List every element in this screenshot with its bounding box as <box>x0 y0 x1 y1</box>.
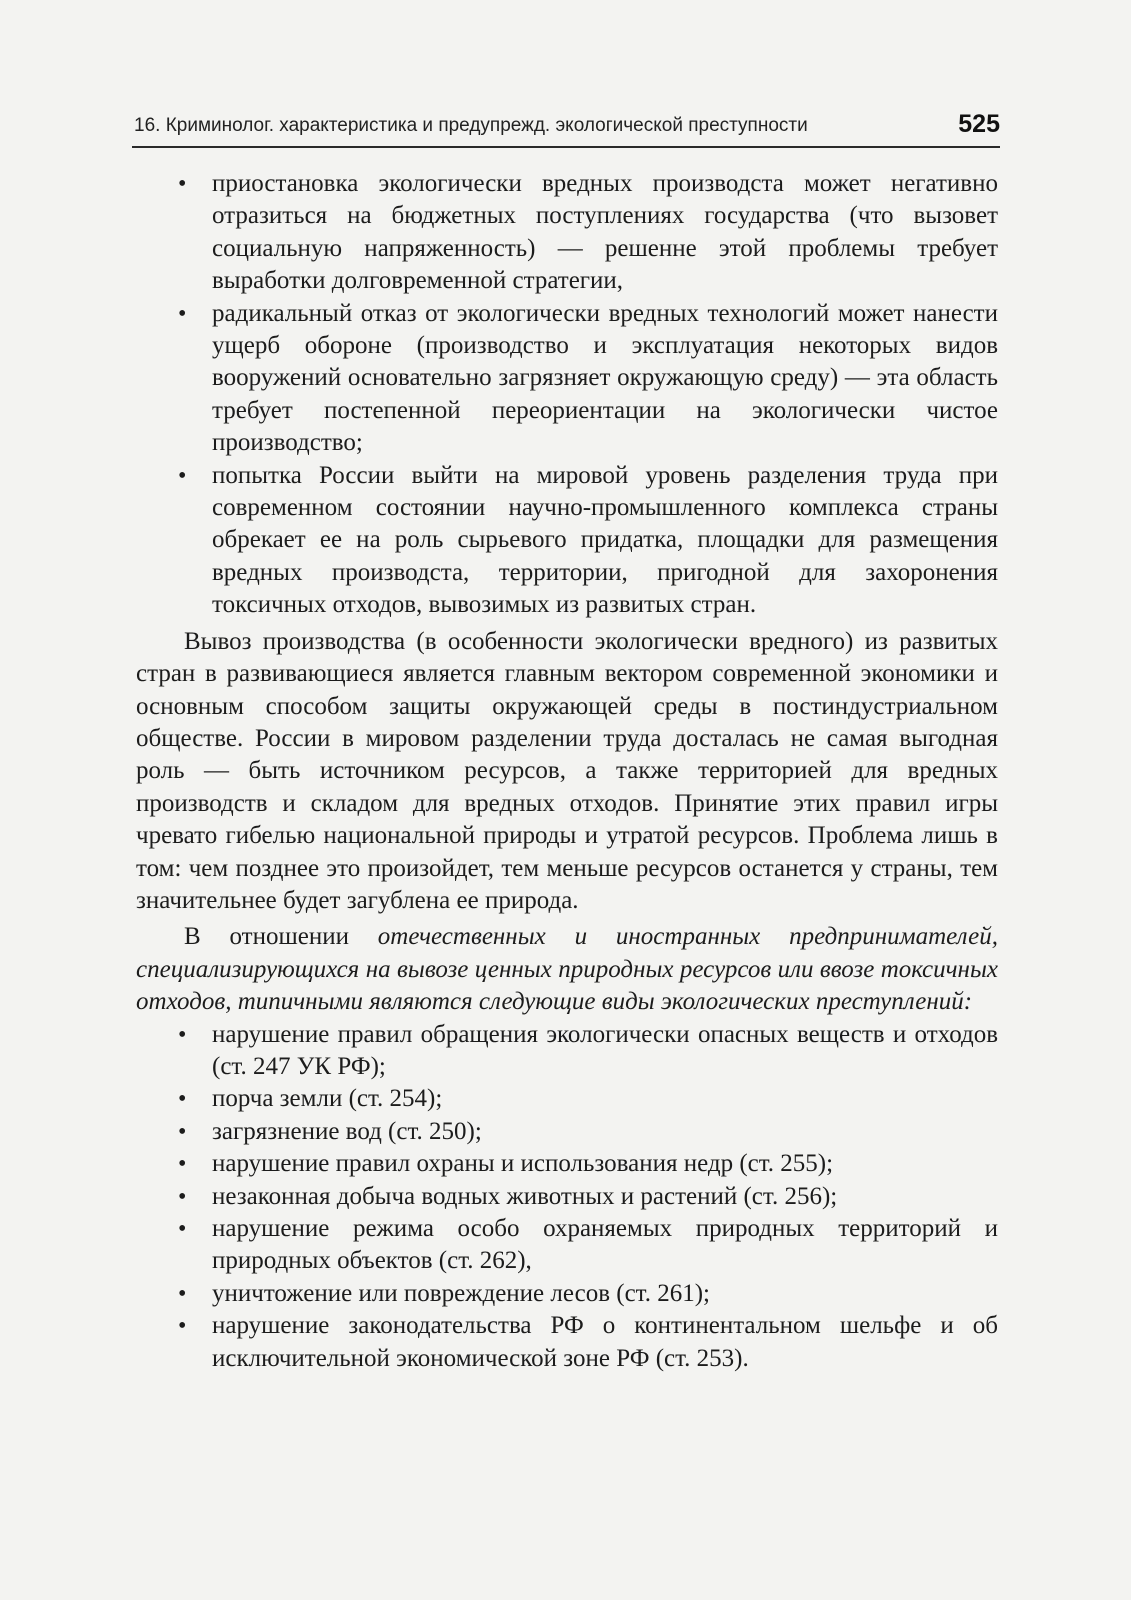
bullet-list-crimes <box>136 1019 998 1375</box>
list-item: • приостановка экологически вредных производста может негативно отразиться на бюджетных поступлениях государства (что вызовет социальную напряженность) — решенне этой проблемы требует выработки долговременной стратегии, <box>136 168 998 298</box>
list-item: • нарушение правил обращения экологически опасных веществ и отходов (ст. 247 УК РФ); <box>136 1019 998 1084</box>
list-item: • незаконная добыча водных животных и растений (ст. 256); <box>136 1181 998 1213</box>
running-title: 16. Криминолог. характеристика и предупрежд. экологической преступности <box>134 115 808 136</box>
paragraph-italic-text: отечественных и иностранных предпринимателей, специализирующихся на вывозе ценных природных ресурсов или ввозе токсичных отходов, типичными являются следующие виды экологических преступлений: <box>136 923 998 1016</box>
list-item: • радикальный отказ от экологически вредных технологий может нанести ущерб обороне (производство и эксплуатация некоторых видов вооружений основательно загрязняет окружающую среду) — эта область требует постепенной переориентации на экологически чистое производство; <box>136 298 998 460</box>
list-item: • уничтожение или повреждение лесов (ст. 261); <box>136 1278 998 1310</box>
list-item: • порча земли (ст. 254); <box>136 1083 998 1115</box>
bullet-list-consequences <box>136 168 998 622</box>
page-number: 525 <box>958 110 1000 138</box>
page-header <box>132 112 1000 148</box>
list-item: • загрязнение вод (ст. 250); <box>136 1116 998 1148</box>
list-item: • нарушение правил охраны и использования недр (ст. 255); <box>136 1148 998 1180</box>
paragraph-entrepreneurs <box>136 921 998 1018</box>
list-item: • нарушение законодательства РФ о континентальном шельфе и об исключительной экономической зоне РФ (ст. 253). <box>136 1310 998 1375</box>
list-item: • попытка России выйти на мировой уровень разделения труда при современном состоянии научно-промышленного комплекса страны обрекает ее на роль сырьевого придатка, площадки для размещения вредных производста, территории, пригодной для захоронения токсичных отходов, вывозимых из развитых стран. <box>136 460 998 622</box>
page-body <box>136 168 998 1375</box>
list-item: • нарушение режима особо охраняемых природных территорий и природных объектов (ст. 262), <box>136 1213 998 1278</box>
paragraph-export-of-production: Вывоз производства (в особенности экологически вредного) из развитых стран в развивающиеся является главным вектором современной экономики и основным способом защиты окружающей среды в постиндустриальном обществе. России в мировом разделении труда досталась не самая выгодная роль — быть источником ресурсов, а также территорией для вредных производств и складом для вредных отходов. Принятие этих правил игры чревато гибелью национальной природы и утратой ресурсов. Проблема лишь в том: чем позднее это произойдет, тем меньше ресурсов останется у страны, тем значительнее будет загублена ее природа. <box>136 627 998 914</box>
paragraph-lead-text: В отношении <box>184 923 378 951</box>
